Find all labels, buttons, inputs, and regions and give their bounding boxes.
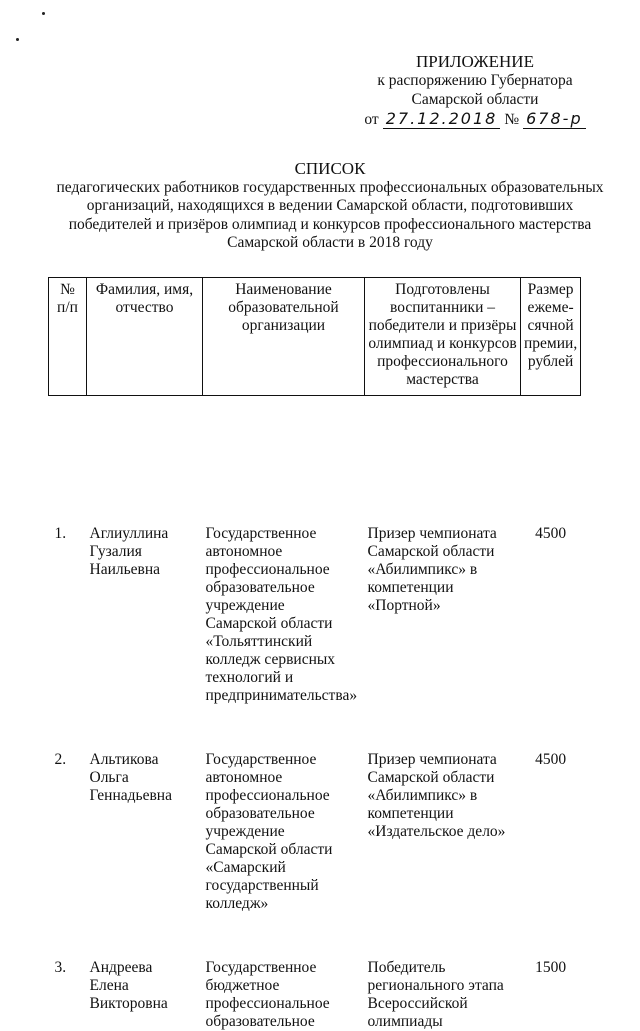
from-label: от bbox=[364, 111, 379, 128]
row-result: Призер чемпионата Самарской области «Абилимпикс» в компетенции «Издательское дело» bbox=[367, 751, 506, 840]
header-full-name: Фамилия, имя, отчество bbox=[87, 278, 203, 396]
appendix-block bbox=[330, 52, 620, 129]
row-full-name: Альтикова Ольга Геннадьевна bbox=[89, 751, 172, 804]
header-number: № п/п bbox=[49, 278, 87, 396]
scan-speck bbox=[42, 12, 45, 15]
decree-date: 27.12.2018 bbox=[383, 109, 501, 129]
number-label: № bbox=[504, 111, 520, 128]
row-premium: 4500 bbox=[535, 751, 567, 768]
table-row bbox=[49, 396, 581, 706]
document-heading bbox=[40, 160, 620, 253]
row-full-name: Аглиуллина Гузалия Наильевна bbox=[89, 525, 169, 578]
appendix-line-1: к распоряжению Губернатора bbox=[377, 72, 573, 89]
table-row bbox=[49, 705, 581, 913]
table-row bbox=[49, 913, 581, 1031]
row-number: 2. bbox=[54, 751, 67, 768]
table-header-row bbox=[49, 278, 581, 396]
row-result: Призер чемпионата Самарской области «Абилимпикс» в компетенции «Портной» bbox=[367, 525, 497, 614]
row-number: 3. bbox=[54, 959, 67, 976]
row-organization: Государственное автономное профессиональное образовательное учреждение Самарской области «Тольяттинский колледж сервисных технологий и предпринимательства» bbox=[205, 525, 358, 704]
heading-line-1: педагогических работников государственных профессиональных образовательных bbox=[56, 178, 604, 196]
appendix-date-line bbox=[330, 109, 620, 129]
heading-title: СПИСОК bbox=[294, 159, 366, 178]
scan-speck bbox=[16, 38, 19, 41]
header-organization: Наименование образовательной организации bbox=[203, 278, 365, 396]
appendix-line-2: Самарской области bbox=[411, 91, 539, 108]
row-number: 1. bbox=[54, 525, 67, 542]
heading-line-2: организаций, находящихся в ведении Самарской области, подготовивших bbox=[86, 197, 574, 214]
header-premium: Размер ежеме-сячной премии, рублей bbox=[521, 278, 581, 396]
row-result: Победитель регионального этапа Всероссийской олимпиады bbox=[367, 959, 504, 1030]
row-premium: 1500 bbox=[535, 959, 567, 976]
heading-line-3: победителей и призёров олимпиад и конкурсов профессионального мастерства bbox=[68, 215, 592, 233]
appendix-title: ПРИЛОЖЕНИЕ bbox=[416, 52, 534, 71]
decree-number: 678-р bbox=[523, 109, 585, 129]
row-full-name: Андреева Елена Викторовна bbox=[89, 959, 168, 1012]
row-organization: Государственное автономное профессиональное образовательное учреждение Самарской области «Самарский государственный колледж» bbox=[205, 751, 333, 912]
header-prepared-students: Подготовлены воспитанники – победители и призёры олимпиад и конкурсов профессионального мастерства bbox=[365, 278, 521, 396]
row-organization: Государственное бюджетное профессиональное образовательное bbox=[205, 959, 330, 1030]
teachers-table bbox=[48, 277, 581, 1031]
row-premium: 4500 bbox=[535, 525, 567, 542]
heading-line-4: Самарской области в 2018 году bbox=[227, 234, 433, 251]
